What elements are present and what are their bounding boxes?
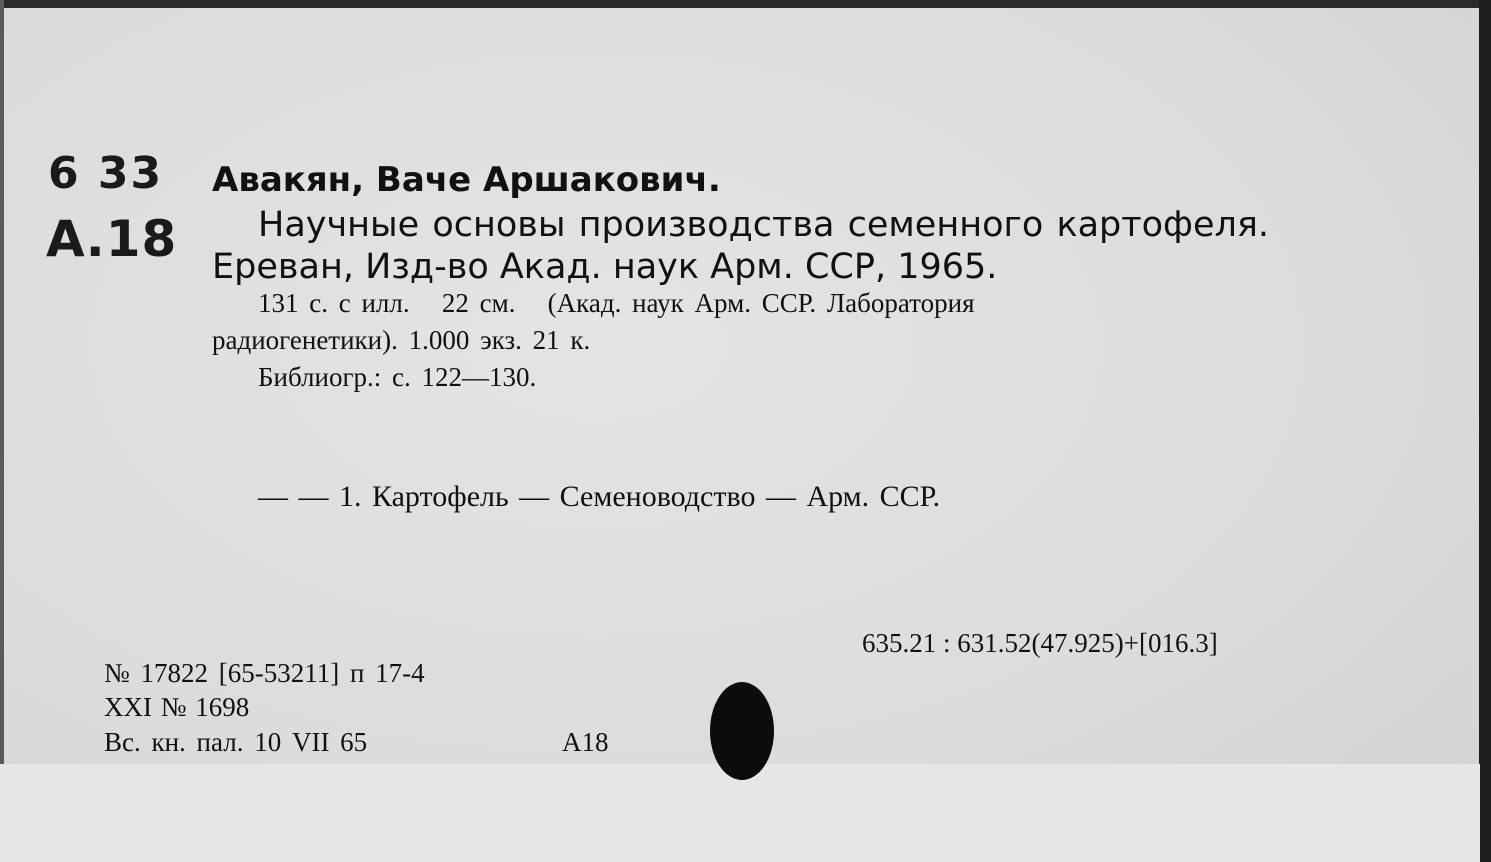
punch-hole: [710, 682, 774, 780]
series-line: XXI № 1698: [104, 692, 250, 722]
card-right-edge: [1479, 0, 1491, 862]
description-line1: 131 с. с илл. 22 см. (Акад. наук Арм. ССР. Лаборатория: [258, 288, 975, 318]
description-line2: радиогенетики). 1.000 экз. 21 к.: [212, 325, 591, 355]
card-top-edge: [0, 0, 1491, 8]
chamber-line: Вс. кн. пал. 10 VII 65: [104, 727, 368, 757]
bibliography-note: Библиогр.: с. 122—130.: [258, 362, 537, 392]
author-heading: Авакян, Ваче Аршакович.: [212, 160, 721, 200]
title-line2: Ереван, Изд-во Акад. наук Арм. ССР, 1965.: [212, 247, 998, 287]
call-number-line1: 6 33: [48, 148, 164, 199]
classification-index: 635.21 : 631.52(47.925)+[016.3]: [862, 628, 1218, 658]
call-number-line2: А.18: [46, 210, 178, 268]
title-line1: Научные основы производства семенного картофеля.: [258, 205, 1270, 245]
record-number: № 17822 [65-53211] п 17-4: [104, 658, 425, 688]
card-left-edge: [0, 0, 4, 862]
price-code: A18: [562, 727, 609, 757]
subject-heading: — — 1. Картофель — Семеноводство — Арм. ССР.: [258, 480, 941, 513]
